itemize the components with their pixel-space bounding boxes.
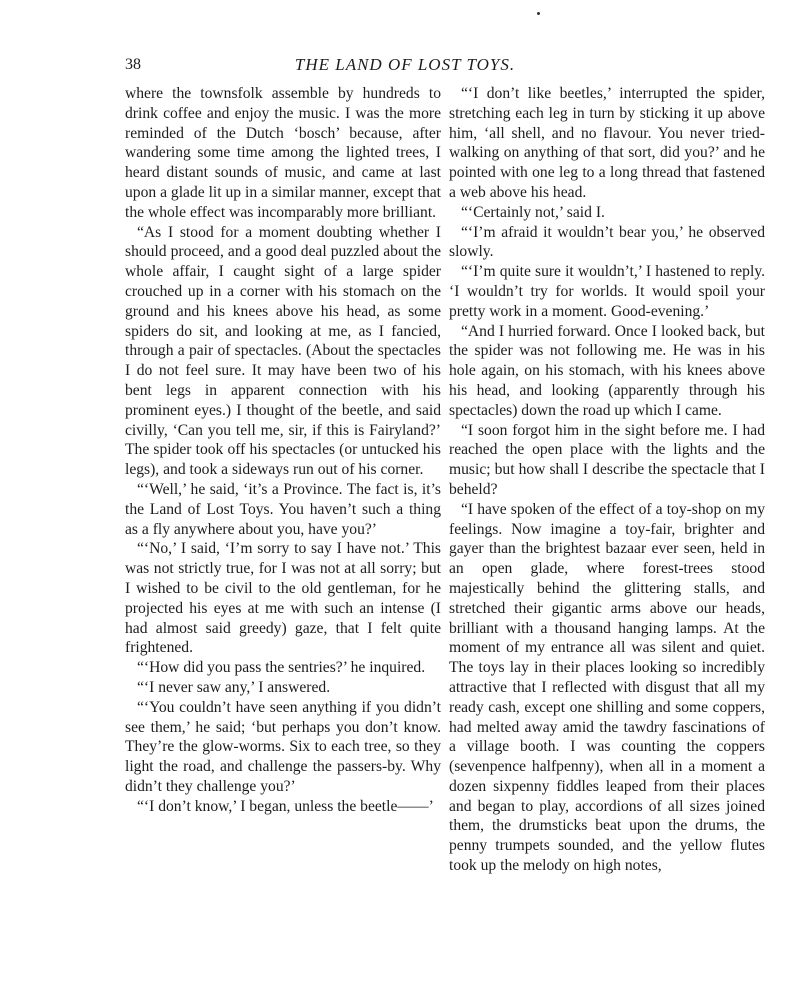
paragraph: “‘No,’ I said, ‘I’m sorry to say I have not.’ This was not strictly true, for I was not at all sorry; but I wished to be civil to the old gentleman, for he projected his eyes at me with such an intense (I had almost said greedy) gaze, that I felt quite frightened. xyxy=(125,540,441,657)
paragraph: “‘Well,’ he said, ‘it’s a Province. The fact is, it’s the Land of Lost Toys. You haven’t such a thing as a fly anywhere about you, have you?’ xyxy=(125,480,441,538)
print-speck xyxy=(537,12,540,15)
paragraph: “‘I never saw any,’ I answered. xyxy=(137,678,331,696)
paragraph: “‘I don’t know,’ I began, unless the beetle——’ xyxy=(137,797,434,815)
paragraph: “And I hurried forward. Once I looked back, but the spider was not following me. He was in his hole again, on his stomach, with his knees above his head, and looking (apparently through his spectacles) down the road up which I came. xyxy=(449,322,765,419)
paragraph: “‘Certainly not,’ said I. xyxy=(461,203,605,221)
paragraph: where the townsfolk assemble by hundreds to drink coffee and enjoy the music. I was the more reminded of the Dutch ‘bosch’ because, after wandering some time among the lighted trees, I heard distant sounds of music, and came at last upon a glade lit up in a similar manner, except that the whole effect was incomparably more brilliant. xyxy=(125,85,441,221)
paragraph: “‘How did you pass the sentries?’ he inquired. xyxy=(137,659,426,677)
running-title: THE LAND OF LOST TOYS. xyxy=(294,55,516,74)
paragraph: “‘I’m quite sure it wouldn’t,’ I hastened to reply. ‘I wouldn’t try for worlds. It would spoil your pretty work in a moment. Good-evening.’ xyxy=(449,263,765,320)
paragraph: “I have spoken of the effect of a toy-shop on my feelings. Now imagine a toy-fair, brighter and gayer than the brightest bazaar ever seen, held in an open glade, where forest-trees stood majestically behind the glittering stalls, and stretched their gigantic arms above our heads, brilliant with a thousand hanging lamps. At the moment of my entrance all was silent and quiet. The toys lay in their places looking so incredibly attractive that I reflected with disgust that all my ready cash, except one shilling and some coppers, had melted away amid the tawdry fascinations of a village booth. I was counting the coppers (sevenpence halfpenny), when all in a moment a dozen sixpenny fiddles leaped from their places and began to play, accordions of all sizes joined them, the drumsticks beat upon the drums, the penny trumpets sounded, and the yellow flutes took up the melody on high notes, xyxy=(449,500,765,875)
paragraph: “‘I don’t like beetles,’ interrupted the spider, stretching each leg in turn by sticking it up above him, ‘all shell, and no flavour. You never tried-walking on anything of that sort, did you?’ and he pointed with one leg to a long thread that fastened a web above his head. xyxy=(449,85,765,201)
right-column xyxy=(449,84,765,876)
paragraph: “‘I’m afraid it wouldn’t bear you,’ he observed slowly. xyxy=(449,223,765,261)
paragraph: “‘You couldn’t have seen anything if you didn’t see them,’ he said; ‘but perhaps you don’t know. They’re the glow-worms. Six to each tree, so they light the road, and challenge the passers-by. Why didn’t they challenge you?’ xyxy=(125,698,441,795)
left-column xyxy=(125,84,441,816)
paragraph: “As I stood for a moment doubting whether I should proceed, and a good deal puzzled about the whole affair, I caught sight of a large spider crouched up in a corner with his stomach on the ground and his knees above his head, as some spiders do sit, and looking at me, as I fancied, through a pair of spectacles. (About the spectacles I do not feel sure. It may have been two of his bent legs in apparent connection with his prominent eyes.) I thought of the beetle, and said civilly, ‘Can you tell me, sir, if this is Fairyland?’ The spider took off his spectacles (or untucked his legs), and took a sideways run out of his corner. xyxy=(125,223,441,479)
paragraph: “I soon forgot him in the sight before me. I had reached the open place with the lights and the music; but how shall I describe the spectacle that I beheld? xyxy=(449,421,765,498)
page-number: 38 xyxy=(125,56,141,73)
